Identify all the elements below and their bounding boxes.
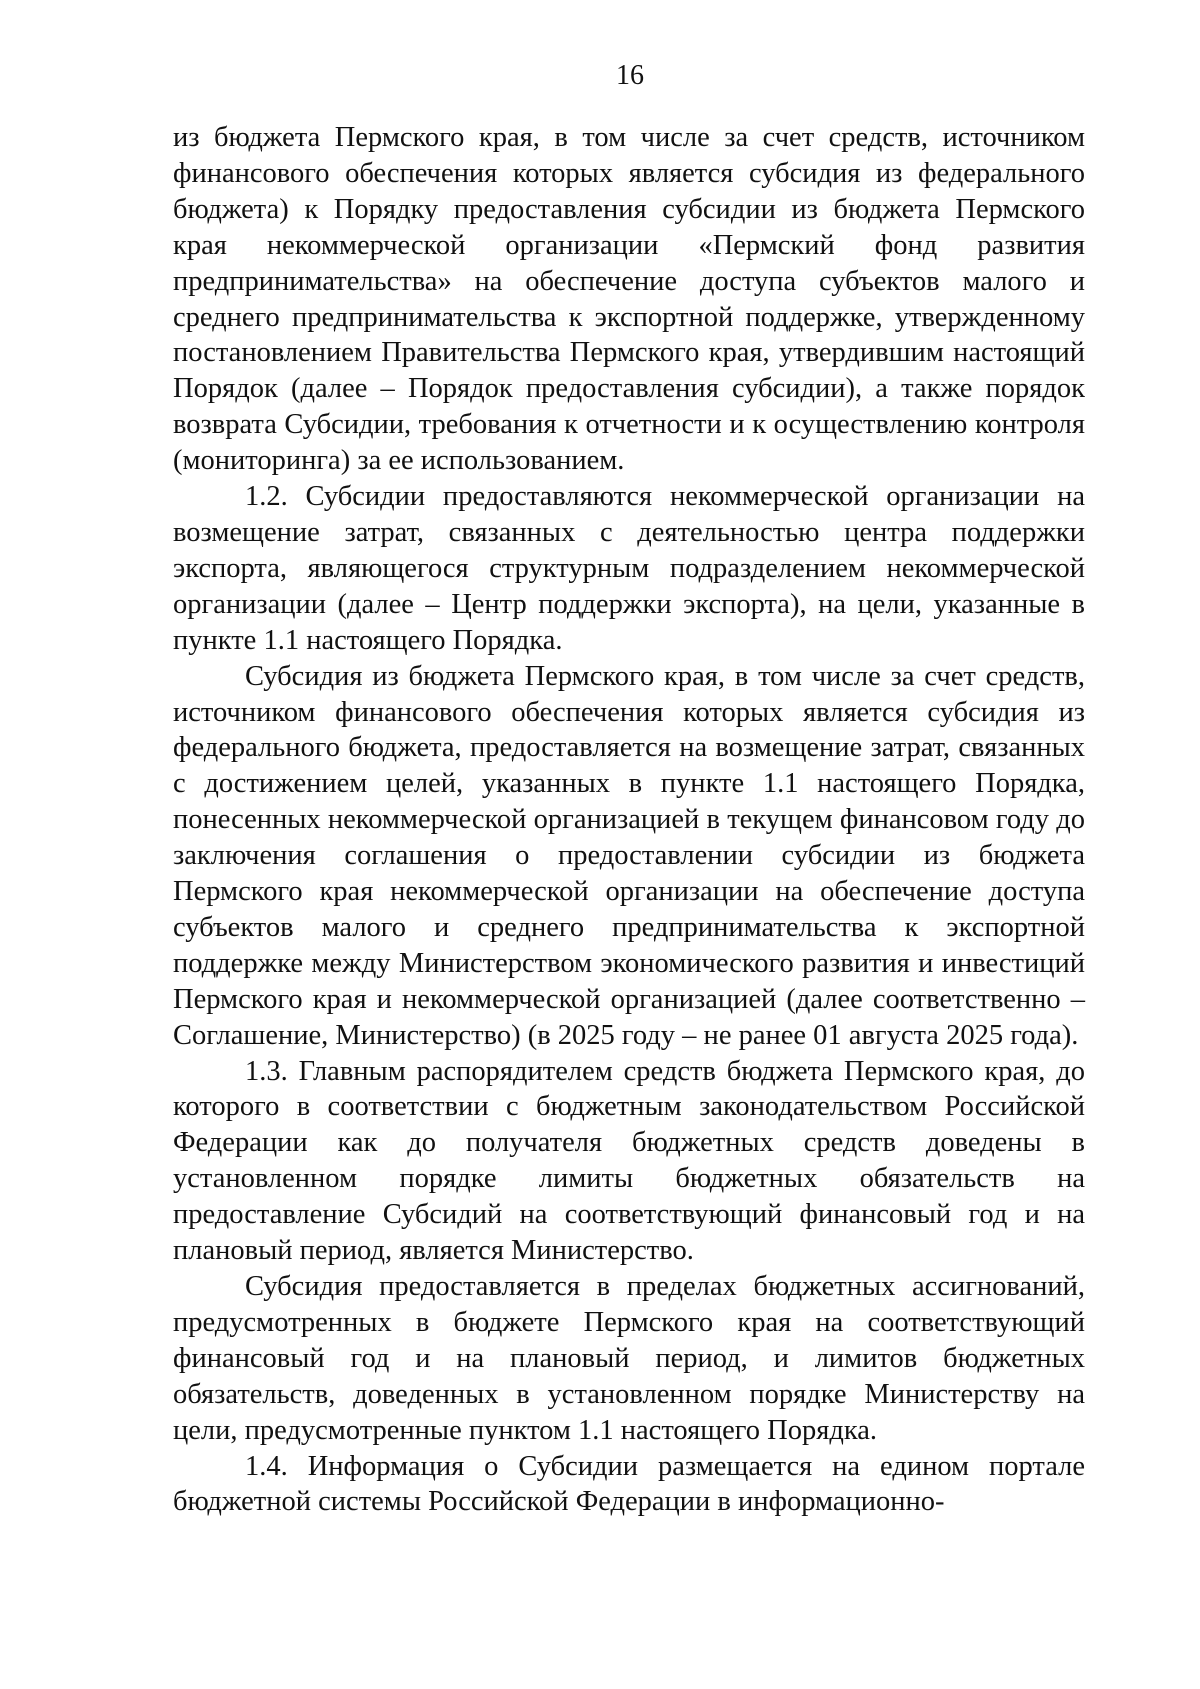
paragraph-subsidy-reimbursement: Субсидия из бюджета Пермского края, в том числе за счет средств, источником финансового обеспечения которых является субсидия из федерального бюджета, предоставляется на возмещение затрат, связанных с достижением целей, указанных в пункте 1.1 настоящего Порядка, понесенных некоммерческой организацией в текущем финансовом году до заключения соглашения о предоставлении субсидии из бюджета Пермского края некоммерческой организации на обеспечение доступа субъектов малого и среднего предпринимательства к экспортной поддержке между Министерством экономического развития и инвестиций Пермского края и некоммерческой организацией (далее соответственно – Соглашение, Министерство) (в 2025 году – не ранее 01 августа 2025 года). bbox=[173, 660, 1085, 1051]
paragraph-subsidy-limits: Субсидия предоставляется в пределах бюджетных ассигнований, предусмотренных в бюджете Пермского края на соответствующий финансовый год и на плановый период, и лимитов бюджетных обязательств, доведенных в установленном порядке Министерству на цели, предусмотренные пунктом 1.1 настоящего Порядка. bbox=[173, 1271, 1085, 1446]
paragraph-1-4: 1.4. Информация о Субсидии размещается на едином портале бюджетной системы Российской Федерации в информационно- bbox=[173, 1450, 1085, 1518]
paragraph-continuation: из бюджета Пермского края, в том числе за счет средств, источником финансового обеспечения которых является субсидия из федерального бюджета) к Порядку предоставления субсидии из бюджета Пермского края некоммерческой организации «Пермский фонд развития предпринимательства» на обеспечение доступа субъектов малого и среднего предпринимательства к экспортной поддержке, утвержденному постановлением Правительства Пермского края, утвердившим настоящий Порядок (далее – Порядок предоставления субсидии), а также порядок возврата Субсидии, требования к отчетности и к осуществлению контроля (мониторинга) за ее использованием. bbox=[173, 122, 1085, 477]
page-number: 16 bbox=[616, 60, 644, 91]
paragraph-1-3: 1.3. Главным распорядителем средств бюджета Пермского края, до которого в соответствии с бюджетным законодательством Российской Федерации как до получателя бюджетных средств доведены в установленном порядке лимиты бюджетных обязательств на предоставление Субсидий на соответствующий финансовый год и на плановый период, является Министерство. bbox=[173, 1055, 1085, 1267]
paragraph-1-2: 1.2. Субсидии предоставляются некоммерческой организации на возмещение затрат, связанных с деятельностью центра поддержки экспорта, являющегося структурным подразделением некоммерческой организации (далее – Центр поддержки экспорта), на цели, указанные в пункте 1.1 настоящего Порядка. bbox=[173, 481, 1085, 656]
document-body bbox=[173, 120, 1085, 1520]
